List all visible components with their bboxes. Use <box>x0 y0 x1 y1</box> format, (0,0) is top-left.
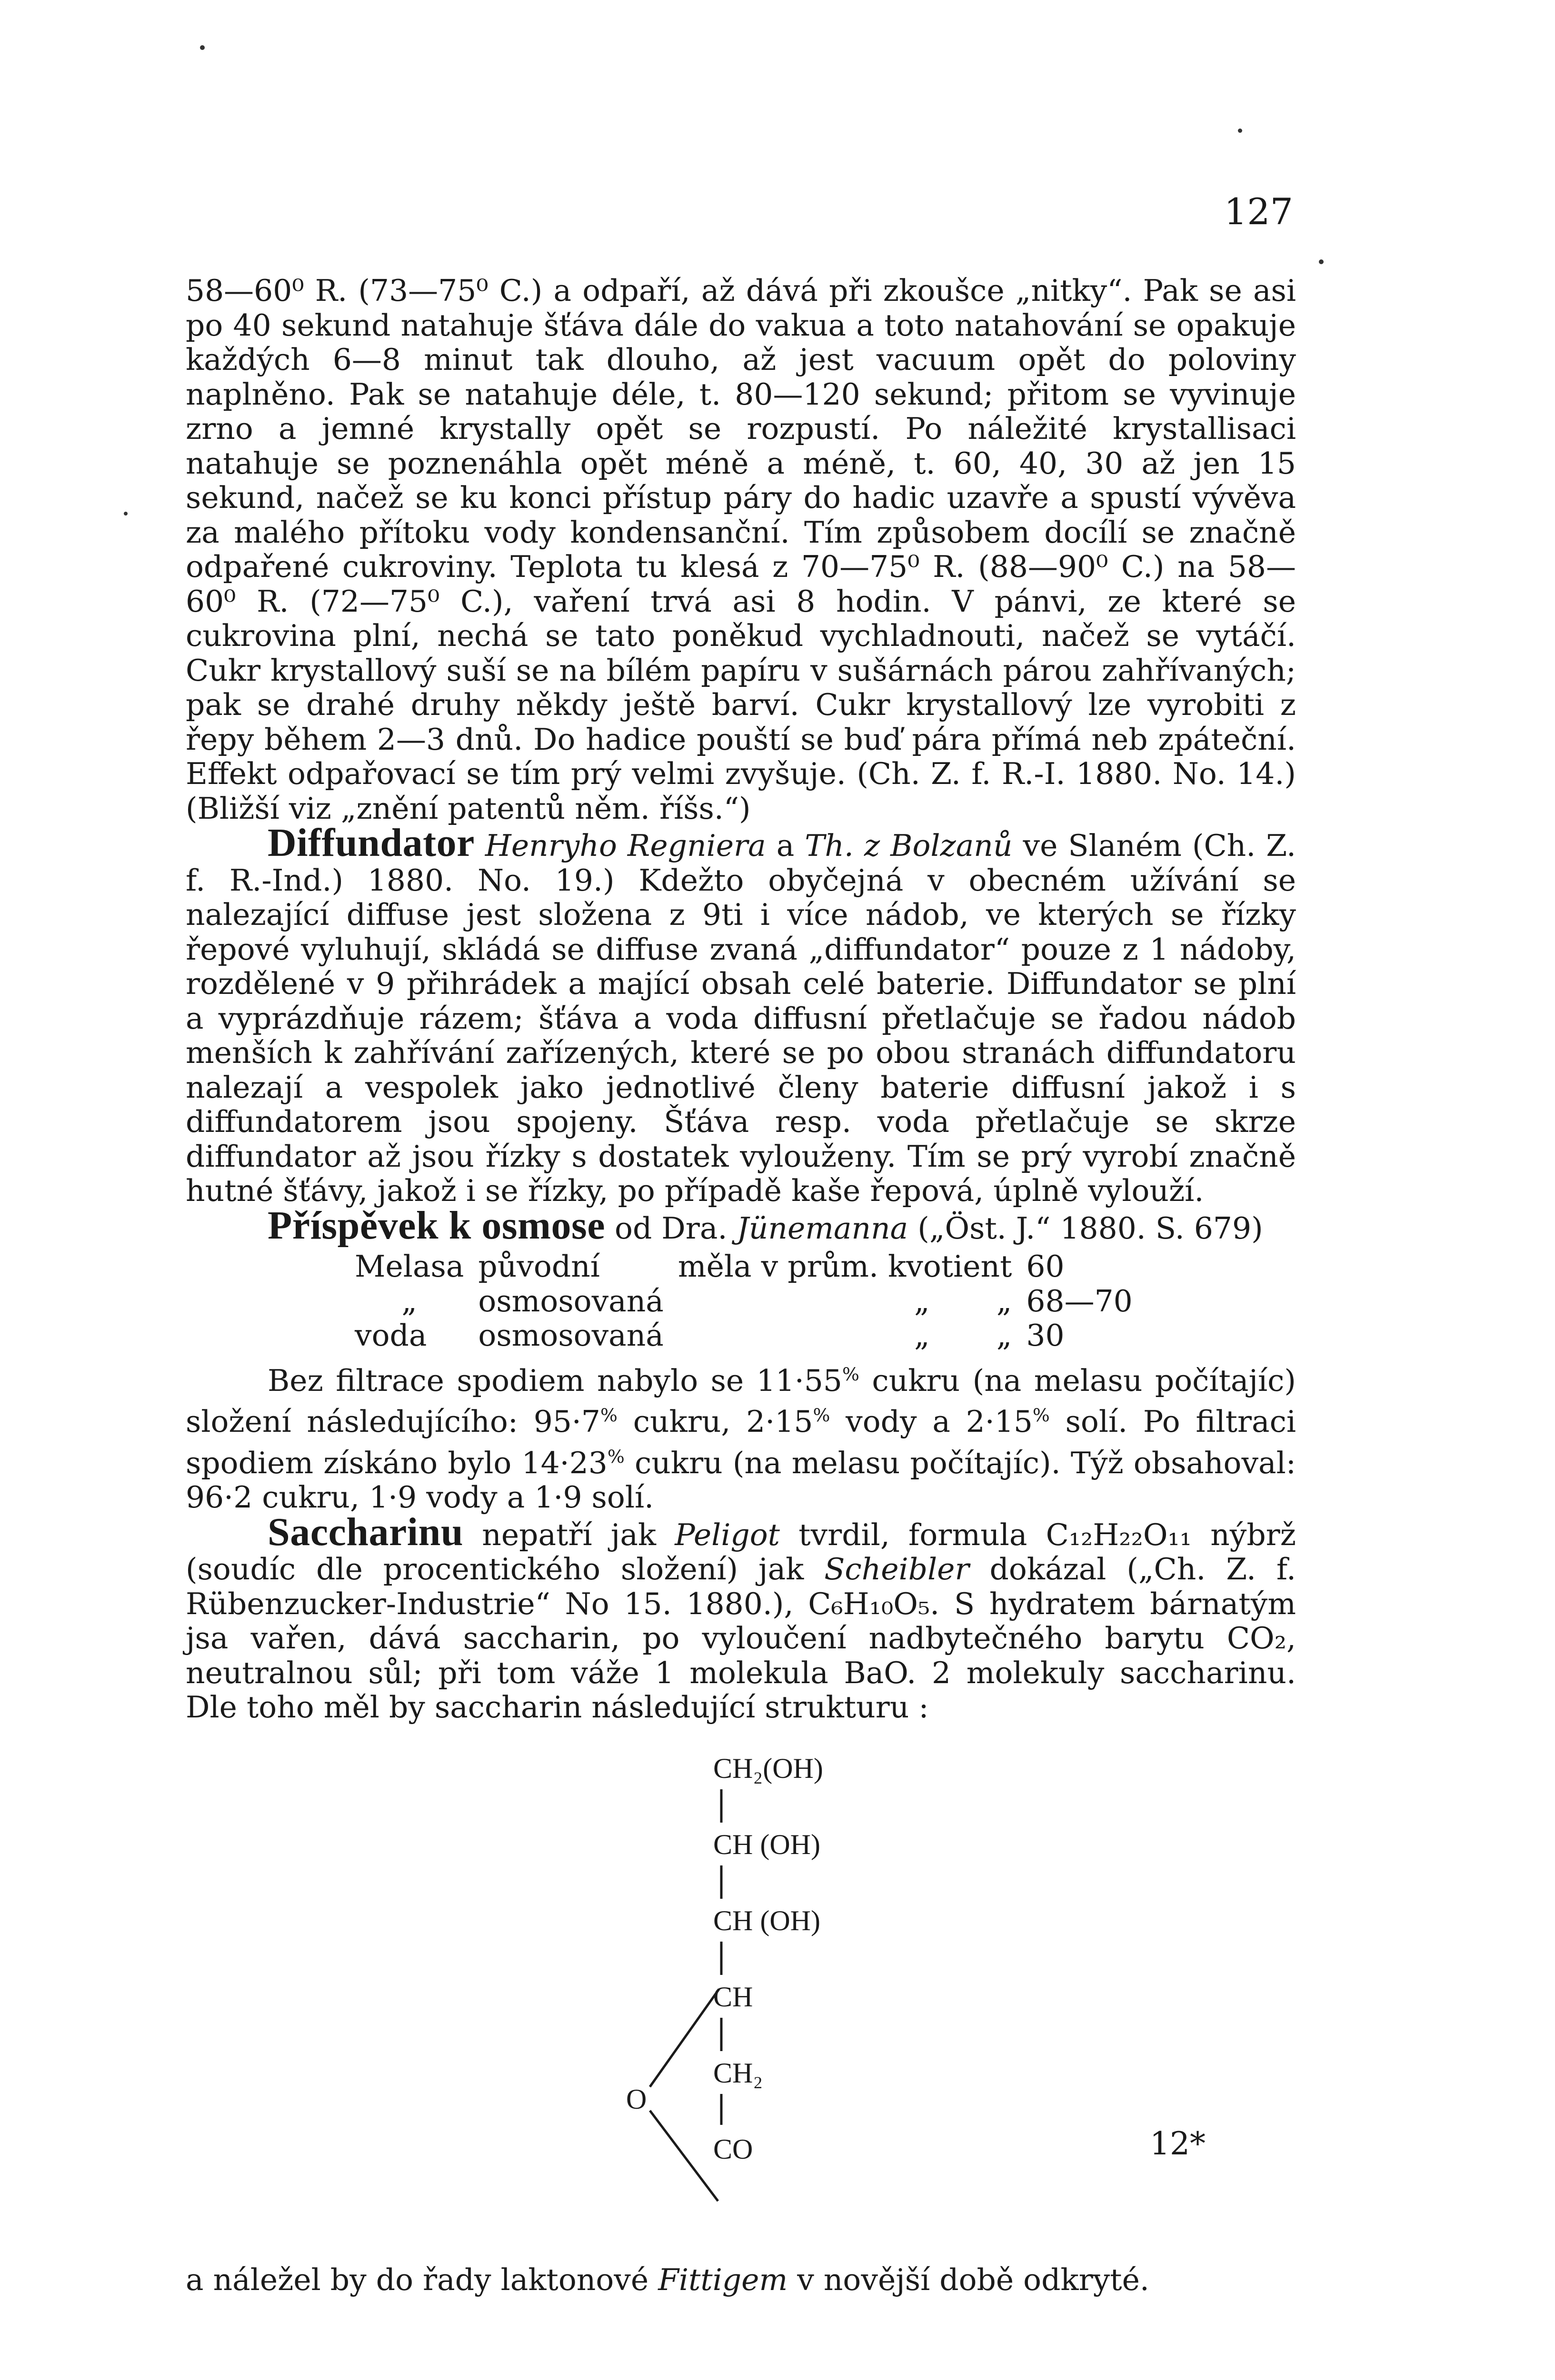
signature-mark: 12* <box>1150 2125 1206 2162</box>
osmose-table <box>355 1250 1147 1353</box>
group-choh-1: CH (OH) <box>713 1828 820 1860</box>
table-cell: voda <box>355 1318 427 1353</box>
group-choh-2: CH (OH) <box>713 1904 820 1936</box>
text-run: cukru (na melasu počítajíc) složení následujícího: 95·7 <box>186 1363 1296 1439</box>
text-run: tvrdil, formula <box>798 1517 1027 1552</box>
osmose-pre: od Dra. <box>615 1210 728 1246</box>
connector-text: a <box>776 828 795 863</box>
page-number: 127 <box>1224 190 1293 233</box>
table-cell: „ <box>401 1283 418 1319</box>
table-cell: 68—70 <box>1026 1283 1133 1319</box>
text-run: a náležel by do řady laktonové <box>186 2262 649 2297</box>
bond-line <box>650 1989 719 2087</box>
heading-diffundator: Diffundator <box>268 821 475 865</box>
percent-sign: % <box>607 1446 625 1467</box>
author-bolzano: Th. z Bolzanů <box>805 828 1013 863</box>
percent-sign: % <box>600 1405 618 1426</box>
percent-sign: % <box>813 1405 830 1426</box>
paragraph-diffundator <box>186 821 1296 1209</box>
text-run: cukru (na melasu počítajíc). Týž obsahoval: 96·2 cukru, 1·9 vody a 1·9 solí. <box>186 1445 1296 1515</box>
bond-line <box>650 2111 718 2201</box>
table-row <box>355 1319 1147 1353</box>
author-fittig: Fittigem <box>658 2262 788 2297</box>
text-run: Bez filtrace spodiem nabylo se 11·55 <box>268 1363 843 1398</box>
heading-saccharin: Saccharinu <box>268 1509 464 1554</box>
table-cell: osmosovaná <box>478 1318 664 1353</box>
table-cell: „ „ <box>914 1283 1012 1319</box>
heading-osmose: Příspěvek k osmose <box>268 1203 605 1248</box>
formula-c12h22o11: C₁₂H₂₂O₁₁ <box>1046 1517 1192 1552</box>
paragraph-vacuum-boiling: 58—60⁰ R. (73—75⁰ C.) a odpaří, až dává při zkoušce „nitky“. Pak se asi po 40 sekund natahuje šťáva dále do vakua a toto natahování se opakuje každých 6—8 minut tak dlouho, až jest vacuum opět do poloviny naplněno. Pak se natahuje déle, t. 80—120 sekund; přitom se vyvinuje zrno a jemné krystally opět se rozpustí. Po náležité krystallisaci natahuje se poznenáhla opět méně a méně, t. 60, 40, 30 až jen 15 sekund, načež se ku konci přístup páry do hadic uzavře a spustí vývěva za malého přítoku vody kondensanční. Tím způsobem docílí se značně odpařené cukroviny. Teplota tu klesá z 70—75⁰ R. (88—90⁰ C.) na 58—60⁰ R. (72—75⁰ C.), vaření trvá asi 8 hodin. V pánvi, ze které se cukrovina plní, nechá se tato poněkud vychladnouti, načež se vytáčí. Cukr krystallový suší se na bílém papíru v sušárnách párou zahřívaných; pak se drahé druhy někdy ještě barví. Cukr krystallový lze vyrobiti z řepy během 2—3 dnů. Do hadice pouští se buď pára přímá neb zpáteční. Effekt odpařovací se tím prý velmi zvyšuje. (Ch. Z. f. R.-I. 1880. No. 14.) (Bližší viz „znění patentů něm. říšs.“) <box>186 273 1296 826</box>
author-junemann: Jünemanna <box>737 1210 908 1246</box>
group-co: CO <box>713 2133 753 2165</box>
percent-sign: % <box>842 1363 859 1385</box>
diffundator-text: ve Slaném (Ch. Z. f. R.-Ind.) 1880. No. 19.) Kdežto obyčejná v obecném užívání se nalezající diffuse jest složena z 9ti i více nádob, ve kterých se řízky řepové vyluhují, skládá se diffuse zvaná „diffundator“ pouze z 1 nádoby, rozdělené v 9 přihrádek a mající obsah celé baterie. Diffundator se plní a vyprázdňuje rázem; šťáva a voda diffusní přetlačuje se řadou nádob menších k zahřívání zařízených, které se po obou stranách diffundatoru nalezají a vespolek jako jednotlivé členy baterie diffusní jakož i s diffundatorem jsou spojeny. Šťáva resp. voda přetlačuje se skrze diffundator až jsou řízky s dostatek vylouženy. Tím se prý vyrobí značně hutné šťávy, jakož i se řízky, po případě kaše řepová, úplně vylouží. <box>186 828 1296 1208</box>
scan-speck <box>1238 129 1242 133</box>
saccharin-structure-formula <box>186 1725 1296 2263</box>
table-cell: Melasa <box>355 1249 464 1284</box>
author-regnier: Henryho Regniera <box>485 828 766 863</box>
paragraph-saccharin <box>186 1509 1296 1725</box>
paragraph-filtration <box>186 1357 1296 1515</box>
text-run: dokázal („Ch. Z. f. Rübenzucker-Industrie“ No 15. 1880.), <box>186 1552 1296 1621</box>
scan-speck <box>124 512 128 516</box>
paragraph-osmose-heading <box>186 1203 1296 1248</box>
ring-oxygen: O <box>626 2083 647 2115</box>
table-cell: měla v prům. kvotient <box>678 1249 1012 1284</box>
table-cell: „ „ <box>914 1318 1012 1353</box>
group-ch: CH <box>713 1981 753 2013</box>
text-run: . S hydratem bárnatým jsa vařen, dává saccharin, po vyloučení nadbytečného barytu CO₂, neutralnou sůl; při tom váže 1 molekula BaO. 2 molekuly saccharinu. Dle toho měl by saccharin následující strukturu : <box>186 1586 1296 1725</box>
page-body <box>186 274 1296 2297</box>
paragraph-closing <box>186 2263 1296 2298</box>
scan-speck <box>200 45 205 50</box>
percent-sign: % <box>1032 1405 1050 1426</box>
group-ch2: CH₂ <box>713 2057 763 2089</box>
formula-c6h10o5: C₆H₁₀O₅ <box>808 1586 930 1621</box>
text-run: nepatří jak <box>482 1517 657 1552</box>
table-cell: 60 <box>1026 1249 1065 1284</box>
table-cell: původní <box>478 1249 600 1284</box>
table-row <box>355 1250 1147 1284</box>
author-scheibler: Scheibler <box>824 1552 969 1587</box>
text-run: v novější době odkryté. <box>797 2262 1149 2297</box>
text-run: nýbrž (soudíc dle procentického složení) jak <box>186 1517 1296 1587</box>
scan-speck <box>1319 259 1324 264</box>
osmose-ref: („Öst. J.“ 1880. S. 679) <box>917 1210 1263 1246</box>
author-peligot: Peligot <box>675 1517 780 1552</box>
table-cell: 30 <box>1026 1318 1065 1353</box>
text-run: solí. Po filtraci spodiem získáno bylo 14·23 <box>186 1404 1296 1480</box>
table-cell: osmosovaná <box>478 1283 664 1319</box>
table-row <box>355 1284 1147 1319</box>
text-run: vody a 2·15 <box>846 1404 1033 1439</box>
group-ch2oh: CH₂(OH) <box>713 1752 823 1784</box>
text-run: cukru, 2·15 <box>633 1404 813 1439</box>
